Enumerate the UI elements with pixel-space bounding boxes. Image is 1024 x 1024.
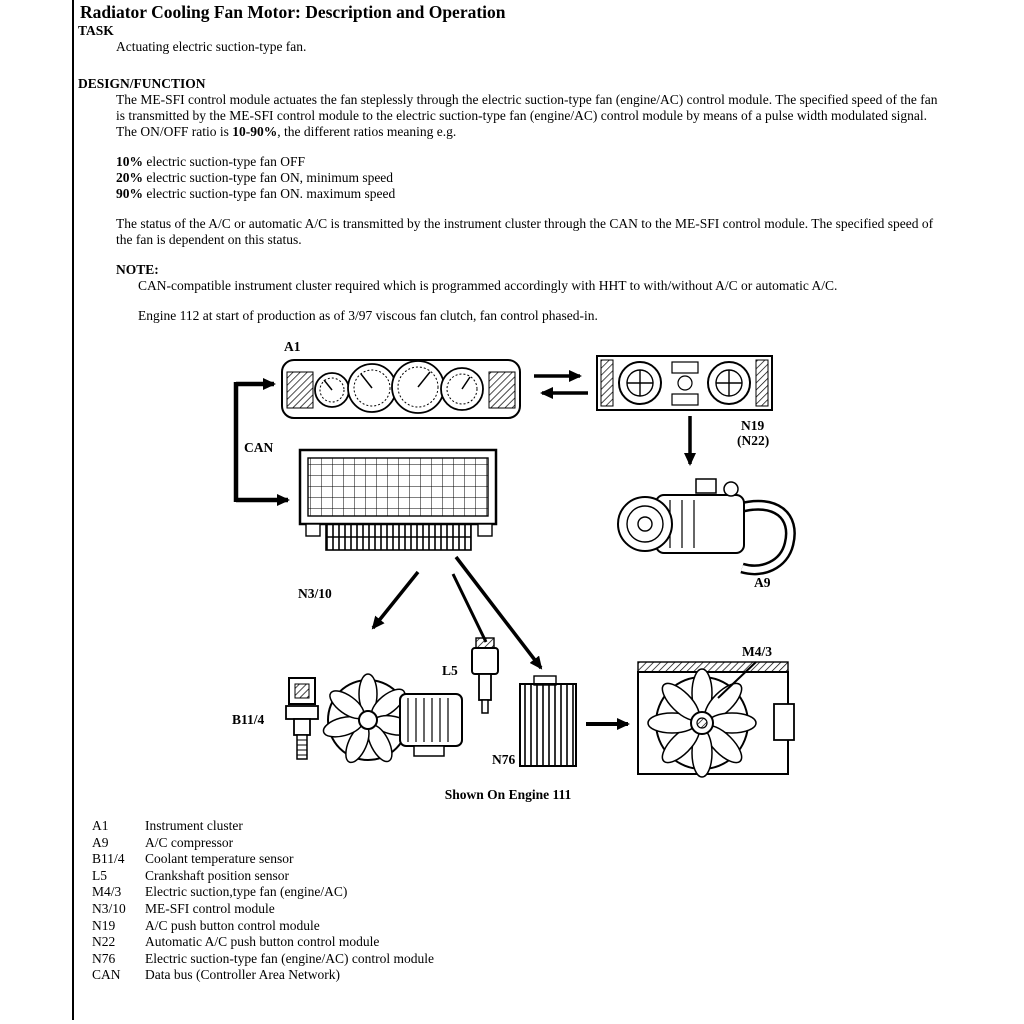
design-paragraph-1-bold: 10-90% (232, 124, 278, 139)
legend-row (92, 967, 956, 984)
legend-code: CAN (92, 967, 121, 983)
compressor-art (618, 479, 790, 570)
ratio-text: electric suction-type fan ON. maximum speed (143, 186, 396, 201)
legend-code: N19 (92, 917, 116, 933)
legend-desc: Coolant temperature sensor (145, 851, 294, 867)
label-n76: N76 (492, 752, 516, 767)
ratio-pct: 90% (116, 186, 143, 201)
pushbutton-module-art (597, 356, 772, 410)
legend-row (92, 934, 956, 951)
legend-row (92, 884, 956, 901)
label-a1: A1 (284, 339, 301, 354)
label-n3-10: N3/10 (298, 586, 332, 601)
legend-code: A9 (92, 834, 109, 850)
radiator-fan-art (638, 662, 794, 777)
ratio-text: electric suction-type fan ON, minimum speed (143, 170, 394, 185)
ratio-item (116, 186, 956, 202)
crankshaft-sensor-art (472, 638, 498, 713)
legend-row (92, 868, 956, 885)
engine-fan-art (321, 674, 462, 766)
diagram-caption: Shown On Engine 111 (444, 787, 572, 802)
ratio-pct: 10% (116, 154, 143, 169)
module-to-engine-arrow (373, 572, 418, 628)
ratio-list (116, 154, 956, 202)
l5-to-module-line (453, 574, 486, 642)
legend-code: N22 (92, 934, 116, 950)
legend-desc: A/C push button control module (145, 917, 320, 933)
heading-task: TASK (78, 23, 114, 38)
legend-desc: Crankshaft position sensor (145, 867, 289, 883)
coolant-sensor-art (286, 678, 318, 759)
legend-row (92, 951, 956, 968)
legend-desc: Automatic A/C push button control module (145, 934, 380, 950)
label-can: CAN (244, 440, 274, 455)
note-heading: NOTE: (116, 262, 159, 277)
task-body: Actuating electric suction-type fan. (116, 39, 307, 54)
engine-note: Engine 112 at start of production as of 3/97 viscous fan clutch, fan control phased-in. (138, 308, 598, 323)
system-diagram (156, 332, 856, 784)
legend-row (92, 851, 956, 868)
legend-code: N76 (92, 950, 116, 966)
legend-row (92, 835, 956, 852)
cluster-n19-arrows (534, 376, 588, 393)
legend-desc: Instrument cluster (145, 818, 243, 833)
legend-desc: Electric suction,type fan (engine/AC) (145, 884, 348, 900)
legend-desc: ME-SFI control module (145, 900, 275, 916)
legend-row (92, 918, 956, 935)
ratio-item (116, 170, 956, 186)
legend-row (92, 818, 956, 835)
legend-desc: Data bus (Controller Area Network) (145, 967, 340, 983)
ratio-text: electric suction-type fan OFF (143, 154, 305, 169)
design-paragraph-1-pre: The ME-SFI control module actuates the fan steplessly through the electric suction-type fan (engine/AC) control module. The specified speed of the fan is transmitted by the ME-SFI control module to the electric suction-type fan (engine/AC) control module by means of a pulse width modulated signal. The ON/OFF ratio is (116, 92, 938, 139)
label-n19: N19 (741, 418, 765, 433)
system-diagram-svg (156, 332, 856, 784)
legend-desc: A/C compressor (145, 834, 234, 850)
design-paragraph-1 (116, 92, 949, 140)
document-content (72, 0, 956, 1020)
instrument-cluster-art (282, 360, 520, 418)
ratio-pct: 20% (116, 170, 143, 185)
label-l5: L5 (442, 663, 458, 678)
legend-code: M4/3 (92, 884, 122, 900)
label-n22: (N22) (737, 433, 770, 448)
legend-desc: Electric suction-type fan (engine/AC) control module (145, 950, 435, 966)
ratio-item (116, 154, 956, 170)
mesfi-module-art (300, 450, 496, 550)
legend-code: B11/4 (92, 851, 125, 867)
legend-code: N3/10 (92, 900, 126, 916)
label-a9: A9 (754, 575, 771, 590)
label-m4-3: M4/3 (742, 644, 772, 659)
design-paragraph-1-post: , the different ratios meaning e.g. (277, 124, 457, 139)
design-paragraph-2: The status of the A/C or automatic A/C is transmitted by the instrument cluster through the CAN to the ME-SFI control module. The specified speed of the fan is dependent on this status. (116, 216, 934, 247)
page-title: Radiator Cooling Fan Motor: Description and Operation (80, 2, 506, 22)
heading-design-function: DESIGN/FUNCTION (78, 76, 206, 91)
legend-code: L5 (92, 867, 107, 883)
fan-control-module-art (520, 676, 576, 766)
legend (92, 818, 956, 984)
legend-code: A1 (92, 818, 109, 833)
note-body: CAN-compatible instrument cluster required which is programmed accordingly with HHT to with/without A/C or automatic A/C. (138, 278, 838, 293)
legend-row (92, 901, 956, 918)
label-b11-4: B11/4 (232, 712, 265, 727)
